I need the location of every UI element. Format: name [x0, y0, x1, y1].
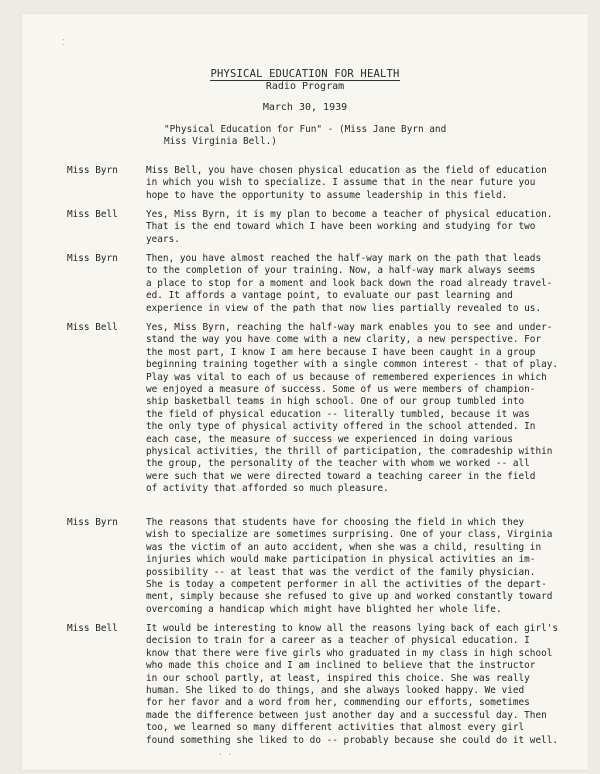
- paper-speck: ⁚: [62, 38, 65, 47]
- document-subtitle: Radio Program: [265, 81, 345, 92]
- dialogue-text: It would be interesting to know all the reasons lying back of each girl's decision to train for a career as a teacher of physical education. I know that there were five girls who graduated in my class in high school who made this choice and I am inclined to believe that the instructor in our school partly, at least, inspired this choice. She was really human. She liked to do things, and she always looked happy. We vied for her favor and a word from her, commending our efforts, sometimes made the difference between just another day and a successful day. Then too, we learned so many different activities that almost every girl found something she liked to do -- probably because she could do it well.: [146, 623, 559, 746]
- dialogue-text: Then, you have almost reached the half-way mark on the path that leads to the completion of your training. Now, a half-way mark always seems a place to stop for a moment and look back down the road already travel- ed. It affords a vantage point, to evaluate our past learning and experience in view of the path that now lies partially revealed to us.: [146, 253, 553, 314]
- speaker-label: Miss Bell: [67, 209, 118, 220]
- speaker-label: Miss Byrn: [67, 253, 118, 264]
- document-title: PHYSICAL EDUCATION FOR HEALTH: [210, 68, 400, 80]
- program-title: "Physical Education for Fun" - (Miss Jane Byrn and Miss Virginia Bell.): [164, 124, 447, 148]
- paper-speck: · ·: [218, 750, 233, 759]
- dialogue-text: Miss Bell, you have chosen physical education as the field of education in which you wish to specialize. I assume that in the near future you hope to have the opportunity to assume leadership in this field.: [146, 165, 547, 201]
- speaker-label: Miss Byrn: [67, 165, 118, 176]
- document-date: March 30, 1939: [262, 102, 348, 113]
- speaker-label: Miss Bell: [67, 623, 118, 634]
- dialogue-text: The reasons that students have for choosing the field in which they wish to specialize are sometimes surprising. One of your class, Virginia was the victim of an auto accident, when she was a child, resulting in injuries which would make participation in physical activities an im- possibility -- at least that was the verdict of the family physician. She is today a competent performer in all the activities of the depart- ment, simply because she refused to give up and worked constantly toward overcoming a handicap which might have blighted her whole life.: [146, 517, 553, 615]
- document-page: [22, 14, 588, 770]
- speaker-label: Miss Byrn: [67, 517, 118, 528]
- speaker-label: Miss Bell: [67, 322, 118, 333]
- dialogue-text: Yes, Miss Byrn, it is my plan to become a teacher of physical education. That is the end toward which I have been working and studying for two years.: [146, 209, 553, 245]
- dialogue-text: Yes, Miss Byrn, reaching the half-way mark enables you to see and under- stand the way you have come with a new clarity, a new perspective. For the most part, I know I am here because I have been caught in a group beginning training together with a single common interest - that of play. Play was vital to each of us because of remembered experiences in which we enjoyed a measure of success. Some of us were members of champion- ship basketball teams in high school. One of our group tumbled into the field of physical education -- literally tumbled, because it was the only type of physical activity offered in the school attended. In each case, the measure of success we experienced in doing various physical activities, the thrill of participation, the comradeship within the group, the personality of the teacher with whom we worked -- all were such that we were directed toward a teaching career in the field of activity that afforded so much pleasure.: [146, 322, 559, 495]
